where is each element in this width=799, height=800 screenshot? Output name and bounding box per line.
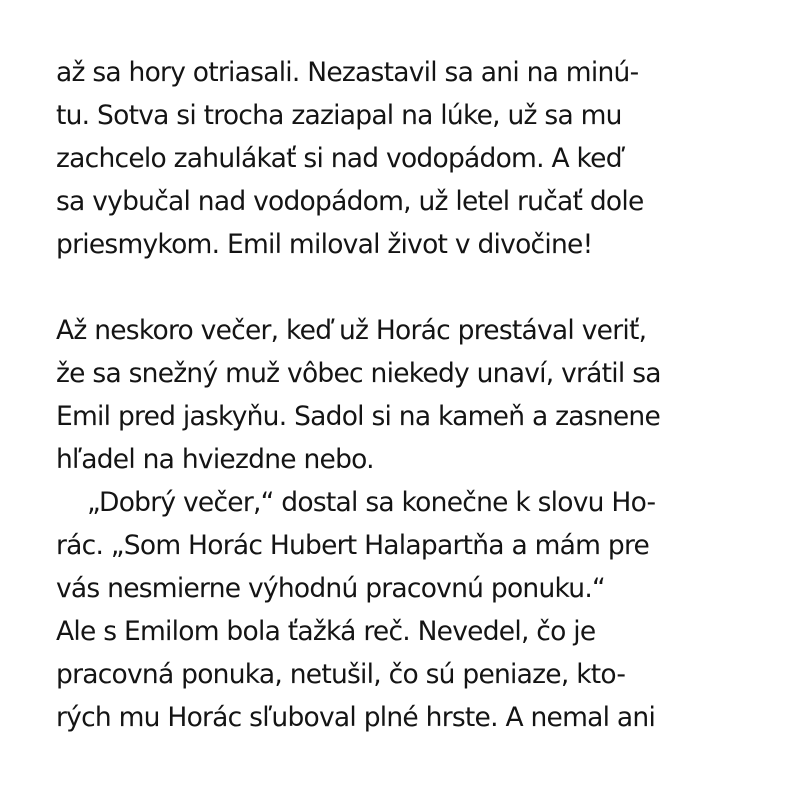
text-line: hľadel na hviezdne nebo. [56, 444, 374, 475]
text-line: Emil pred jaskyňu. Sadol si na kameň a zasnene [56, 401, 661, 432]
text-line: rých mu Horác sľuboval plné hrste. A nemal ani [56, 702, 656, 733]
text-line: Až neskoro večer, keď už Horác prestával veriť, [56, 315, 647, 346]
text-line: Ale s Emilom bola ťažká reč. Nevedel, čo je [56, 616, 596, 647]
text-line: rác. „Som Horác Hubert Halapartňa a mám pre [56, 530, 650, 561]
paragraph-1 [56, 51, 644, 266]
text-line: „Dobrý večer,“ dostal sa konečne k slovu Ho- [87, 487, 656, 518]
text-line: priesmykom. Emil miloval život v divočine! [56, 229, 593, 260]
text-line: zachcelo zahulákať si nad vodopádom. A keď [56, 143, 622, 174]
paragraph-2 [56, 309, 661, 739]
text-line: že sa snežný muž vôbec niekedy unaví, vrátil sa [56, 358, 661, 389]
text-line: pracovná ponuka, netušil, čo sú peniaze, kto- [56, 659, 626, 690]
text-line: sa vybučal nad vodopádom, už letel ručať dole [56, 186, 644, 217]
text-line: vás nesmierne výhodnú pracovnú ponuku.“ [56, 573, 605, 604]
text-line: až sa hory otriasali. Nezastavil sa ani na minú- [56, 57, 639, 88]
text-line: tu. Sotva si trocha zaziapal na lúke, už sa mu [56, 100, 622, 131]
